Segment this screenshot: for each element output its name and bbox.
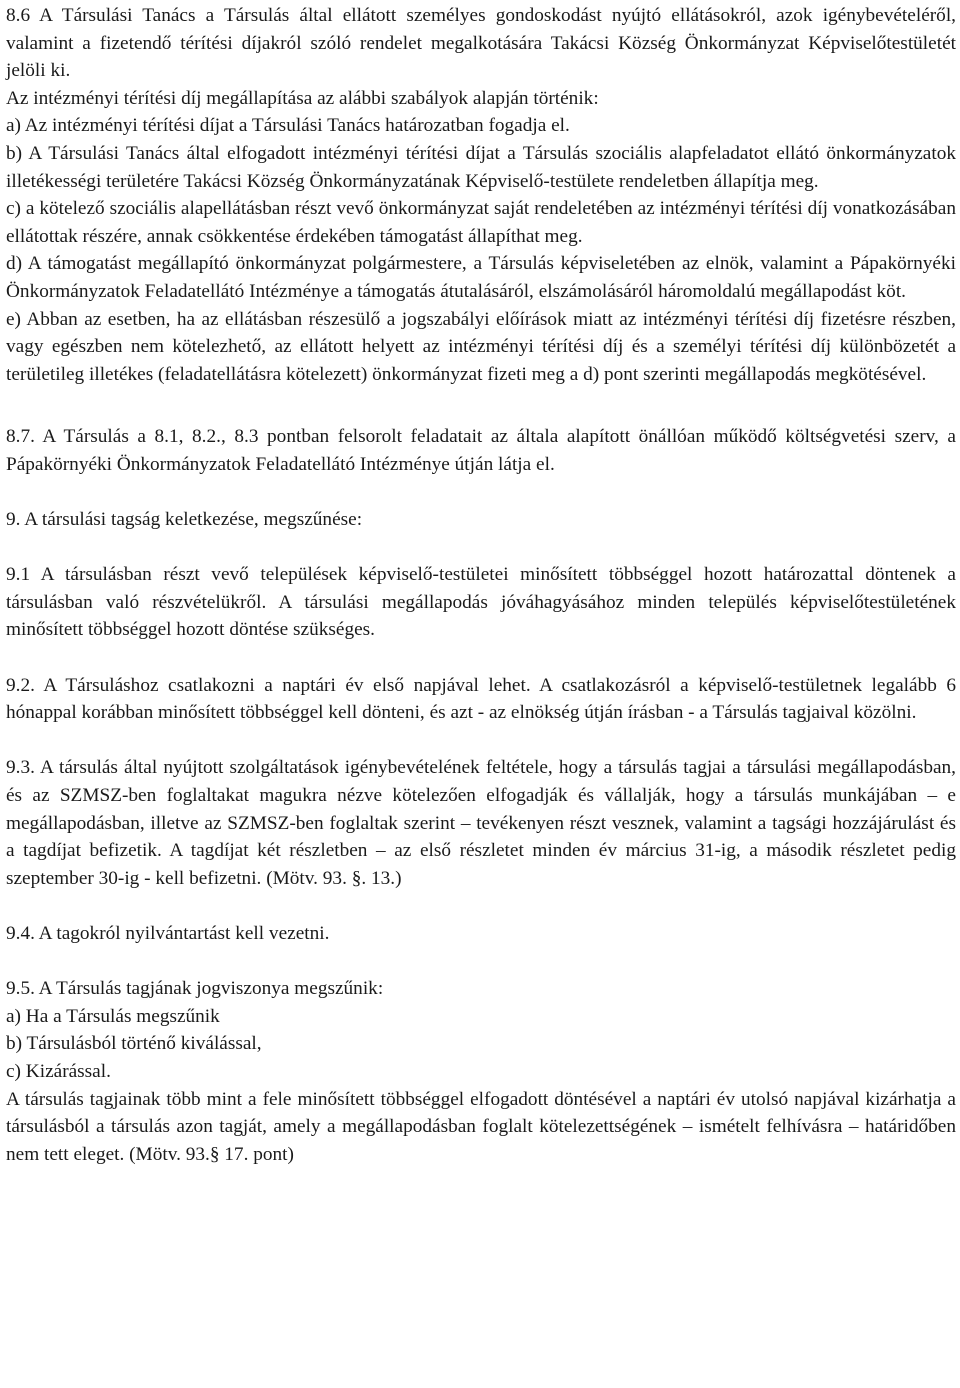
paragraph-9-5-b: b) Társulásból történő kiválással, xyxy=(6,1033,262,1055)
paragraph-9-3: 9.3. A társulás által nyújtott szolgáltatások igénybevételének feltétele, hogy a társulás tagjai a társulási megállapodásban, és az SZMSZ-ben foglaltakat magukra nézve kötelezően elfogadják és vállalják, hogy a társulás munkájában – e megállapodásban, illetve az SZMSZ-ben foglaltak szerint – tevékenyen részt vesznek, valamint a tagsági hozzájárulást és a tagdíjat befizetik. A tagdíjat két részletben – az első részletet minden év március 31-ig, a második részletet pedig szeptember 30-ig - kell befizetni. (Mötv. 93. §. 13.) xyxy=(6,757,956,889)
paragraph-9-5-title: 9.5. A Társulás tagjának jogviszonya megszűnik: xyxy=(6,978,384,1000)
paragraph-8-6-b: b) A Társulási Tanács által elfogadott intézményi térítési díjat a Társulás szociális alapfeladatot ellátó önkormányzatok illetékességi területére Takácsi Község Önkormányzatának Képviselő-testülete rendeletben állapítja meg. xyxy=(6,142,956,192)
paragraph-8-6-intro: 8.6 A Társulási Tanács a Társulás által ellátott személyes gondoskodást nyújtó ellátásokról, azok igénybevételéről, valamint a fizetendő térítési díjakról szóló rendelet megalkotására Takácsi Község Önkormányzat Képviselőtestületét jelöli ki. xyxy=(6,5,956,82)
spacer xyxy=(6,644,956,672)
paragraph-8-6-c: c) a kötelező szociális alapellátásban részt vevő önkormányzat saját rendeletében az intézményi térítési díj vonatkozásában ellátottak részére, annak csökkentése érdekében támogatást állapíthat meg. xyxy=(6,198,956,247)
paragraph-8-6-e: e) Abban az esetben, ha az ellátásban részesülő a jogszabályi előírások miatt az intézményi térítési díj fizetésre részben, vagy egészben nem kötelezhető, az ellátott helyett az intézményi térítési díj és a személyi térítési díj különbözetét a területileg illetékes (feladatellátásra kötelezett) önkormányzat fizeti meg a d) pont szerinti megállapodás megkötésével. xyxy=(6,308,956,385)
paragraph-9-5-c: c) Kizárással. xyxy=(6,1060,111,1082)
paragraph-8-7: 8.7. A Társulás a 8.1, 8.2., 8.3 pontban felsorolt feladatait az általa alapított önállóan működő költségvetési szerv, a Pápakörnyéki Önkormányzatok Feladatellátó Intézménye útján látja el. xyxy=(6,426,956,475)
paragraph-8-6-rules-intro: Az intézményi térítési díj megállapítása az alábbi szabályok alapján történik: xyxy=(6,87,599,109)
spacer xyxy=(6,479,956,507)
spacer xyxy=(6,948,956,976)
paragraph-9-4: 9.4. A tagokról nyilvántartást kell vezetni. xyxy=(6,923,330,944)
paragraph-8-6-d: d) A támogatást megállapító önkormányzat polgármestere, a Társulás képviseletében az elnök, valamint a Pápakörnyéki Önkormányzatok Feladatellátó Intézménye a támogatás átutalásáról, elszámolásáról háromoldalú megállapodást köt. xyxy=(6,253,956,302)
spacer xyxy=(6,892,956,920)
document-page xyxy=(6,2,956,1168)
paragraph-9-2: 9.2. A Társuláshoz csatlakozni a naptári év első napjával lehet. A csatlakozásról a képviselő-testületnek legalább 6 hónappal korábban minősített többséggel kell dönteni, és azt - az elnökség útján írásban - a Társulás tagjaival közölni. xyxy=(6,674,956,724)
spacer xyxy=(6,388,956,423)
spacer xyxy=(6,727,956,755)
paragraph-9-1: 9.1 A társulásban részt vevő települések képviselő-testületei minősített többséggel hozott határozattal döntenek a társulásban való részvételükről. A társulási megállapodás jóváhagyásához minden település képviselőtestületének minősített többséggel hozott döntése szükséges. xyxy=(6,564,956,641)
paragraph-9-5-a: a) Ha a Társulás megszűnik xyxy=(6,1005,220,1027)
paragraph-8-6-a: a) Az intézményi térítési díjat a Társulási Tanács határozatban fogadja el. xyxy=(6,115,570,137)
paragraph-9-5-text: A társulás tagjainak több mint a fele minősített többséggel elfogadott döntésével a naptári év utolsó napjával kizárhatja a társulásból a társulás azon tagját, amely a megállapodásban foglalt kötelezettségének – ismételt felhívásra – határidőben nem tett eleget. (Mötv. 93.§ 17. pont) xyxy=(6,1088,956,1165)
section-9-title: 9. A társulási tagság keletkezése, megszűnése: xyxy=(6,509,363,531)
spacer xyxy=(6,534,956,562)
